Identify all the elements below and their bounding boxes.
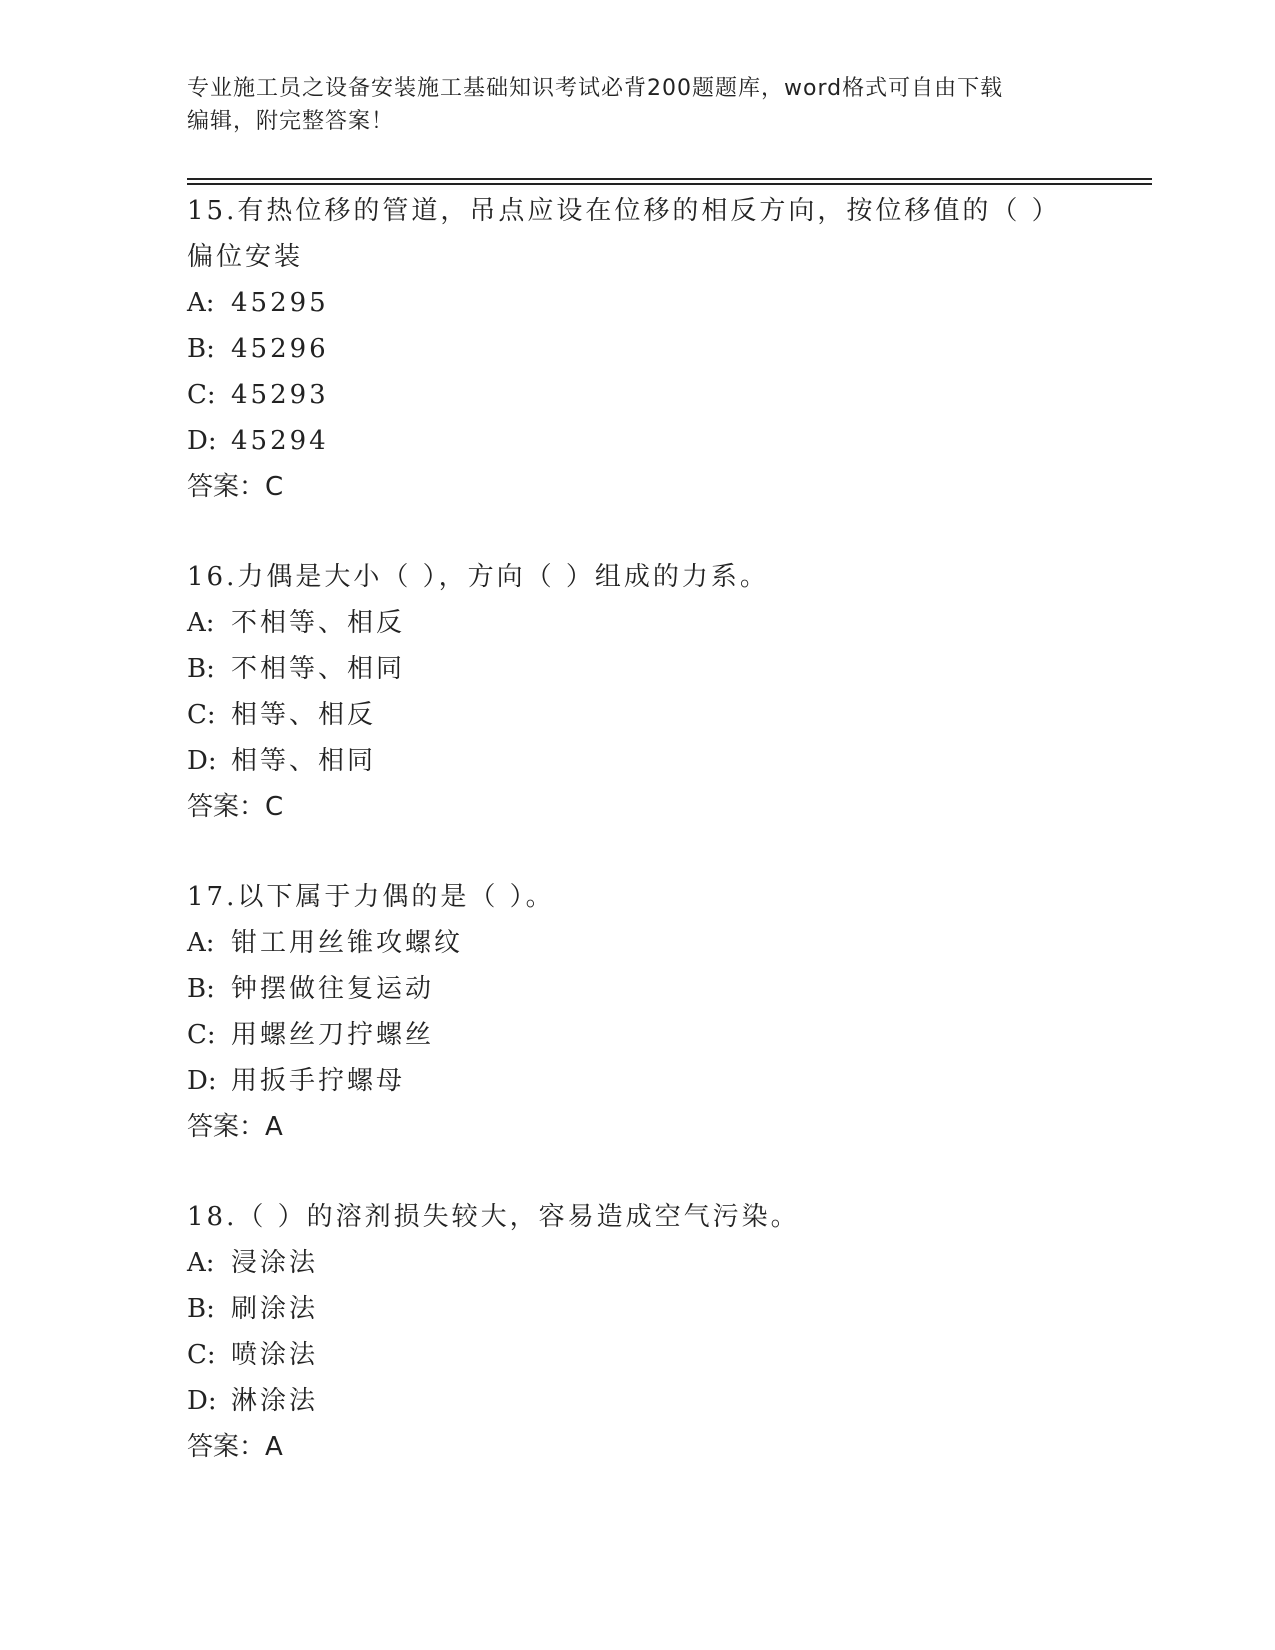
header-line-1: 专业施工员之设备安装施工基础知识考试必背200题题库，word格式可自由下载 [187, 76, 1004, 101]
option-d [187, 1378, 1087, 1424]
option-key: B: [187, 1294, 215, 1324]
option-text: 刷涂法 [231, 1294, 319, 1324]
option-key: C: [187, 380, 216, 410]
option-key: A: [187, 928, 215, 958]
option-text: 用扳手拧螺母 [231, 1066, 406, 1096]
question-stem: 15.有热位移的管道，吊点应设在位移的相反方向，按位移值的（ ） [187, 196, 1061, 226]
option-text: 45296 [231, 334, 329, 364]
question-18 [187, 1194, 1087, 1470]
option-d [187, 1058, 1087, 1104]
option-key: B: [187, 974, 215, 1004]
header-divider-top [187, 178, 1152, 180]
option-text: 钳工用丝锥攻螺纹 [231, 928, 464, 958]
option-b [187, 326, 1087, 372]
question-17 [187, 874, 1087, 1150]
option-b [187, 1286, 1087, 1332]
question-16 [187, 554, 1087, 830]
answer-line: 答案：C [187, 792, 284, 822]
header-divider-bottom [187, 183, 1152, 185]
document-header [187, 72, 1067, 138]
option-key: A: [187, 288, 215, 318]
option-text: 不相等、相反 [231, 608, 406, 638]
header-line-2: 编辑，附完整答案！ [187, 109, 395, 134]
question-stem: 18.（ ）的溶剂损失较大，容易造成空气污染。 [187, 1202, 800, 1232]
question-list [187, 188, 1087, 1470]
option-d [187, 738, 1087, 784]
option-c [187, 1332, 1087, 1378]
option-b [187, 646, 1087, 692]
option-text: 45294 [231, 426, 329, 456]
option-a [187, 920, 1087, 966]
question-stem: 17.以下属于力偶的是（ ）。 [187, 882, 555, 912]
option-text: 浸涂法 [231, 1248, 319, 1278]
option-text: 钟摆做往复运动 [231, 974, 435, 1004]
question-stem: 16.力偶是大小（ ），方向（ ）组成的力系。 [187, 562, 769, 592]
option-b [187, 966, 1087, 1012]
option-key: B: [187, 334, 215, 364]
option-key: D: [187, 1066, 217, 1096]
option-key: A: [187, 1248, 215, 1278]
option-a [187, 600, 1087, 646]
option-c [187, 1012, 1087, 1058]
option-c [187, 692, 1087, 738]
option-text: 相等、相反 [231, 700, 377, 730]
option-text: 用螺丝刀拧螺丝 [231, 1020, 435, 1050]
option-key: D: [187, 426, 217, 456]
question-15 [187, 188, 1087, 510]
option-text: 淋涂法 [231, 1386, 319, 1416]
option-key: C: [187, 1340, 216, 1370]
option-text: 45293 [231, 380, 329, 410]
option-c [187, 372, 1087, 418]
option-text: 喷涂法 [231, 1340, 319, 1370]
answer-line: 答案：C [187, 472, 284, 502]
option-d [187, 418, 1087, 464]
option-key: A: [187, 608, 215, 638]
option-text: 不相等、相同 [231, 654, 406, 684]
option-text: 45295 [231, 288, 329, 318]
option-a [187, 280, 1087, 326]
option-key: B: [187, 654, 215, 684]
option-a [187, 1240, 1087, 1286]
question-stem-continued: 偏位安装 [187, 242, 304, 272]
answer-line: 答案：A [187, 1112, 283, 1142]
option-text: 相等、相同 [231, 746, 377, 776]
answer-line: 答案：A [187, 1432, 283, 1462]
option-key: D: [187, 1386, 217, 1416]
option-key: D: [187, 746, 217, 776]
option-key: C: [187, 700, 216, 730]
option-key: C: [187, 1020, 216, 1050]
